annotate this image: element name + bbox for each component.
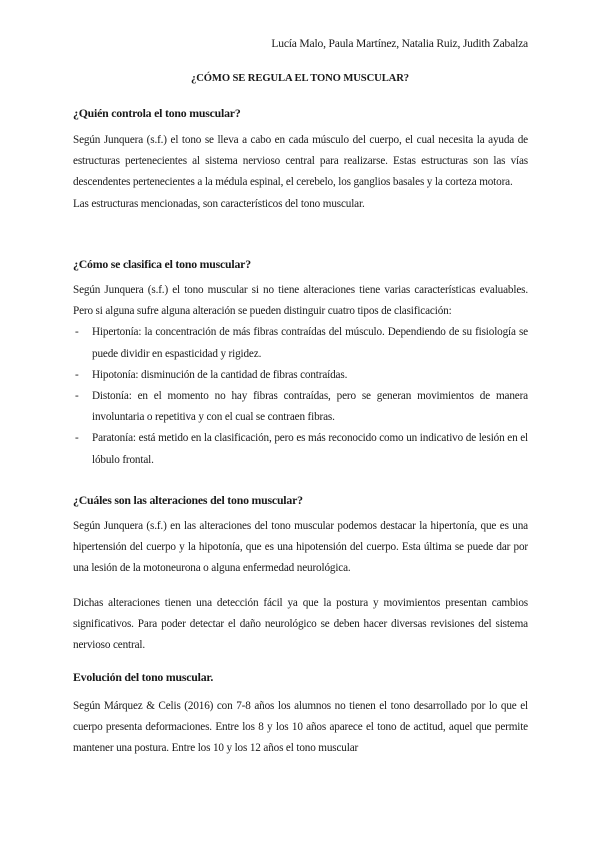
author-header: Lucía Malo, Paula Martínez, Natalia Ruiz, Judith Zabalza bbox=[271, 37, 528, 50]
section-heading: ¿Quién controla el tono muscular? bbox=[73, 106, 241, 120]
paragraph: Según Junquera (s.f.) en las alteraciones del tono muscular podemos destacar la hipertonía, que es una hipertensión del cuerpo y la hipotonía, que es una hipotensión del cuerpo. Esta última se puede dar por una lesión de la motoneurona o alguna enfermedad neurológica. bbox=[73, 520, 528, 575]
paragraph: Según Márquez & Celis (2016) con 7-8 años los alumnos no tienen el tono desarrollado por lo que el cuerpo presenta deformaciones. Entre los 8 y los 10 años aparece el tono de actitud, aquel que permite mantener una postura. Entre los 10 y los 12 años el tono muscular bbox=[73, 700, 528, 755]
list-item-text: Hipotonía: disminución de la cantidad de fibras contraídas. bbox=[92, 368, 348, 381]
list-bullet: - bbox=[75, 326, 79, 339]
paragraph: Las estructuras mencionadas, son característicos del tono muscular. bbox=[73, 197, 365, 210]
list-bullet: - bbox=[75, 368, 79, 381]
section-heading-evolution bbox=[73, 670, 528, 684]
list-item-text: Hipertonía: la concentración de más fibras contraídas del músculo. Dependiendo de su fisiología se puede dividir en espasticidad y rigidez. bbox=[92, 326, 528, 360]
section-heading: ¿Cómo se clasifica el tono muscular? bbox=[73, 257, 251, 271]
list-item bbox=[73, 365, 528, 386]
list-item bbox=[73, 386, 528, 428]
list-item-text: Distonía: en el momento no hay fibras contraídas, pero se generan movimientos de manera involuntaria o repetitiva y con el cual se contraen fibras. bbox=[92, 390, 528, 424]
section-body-alterations-2 bbox=[73, 593, 528, 657]
section-heading: ¿Cuáles son las alteraciones del tono muscular? bbox=[73, 493, 303, 507]
section-heading-classification bbox=[73, 257, 528, 271]
classification-list bbox=[73, 322, 528, 470]
list-item bbox=[73, 322, 528, 364]
section-heading: Evolución del tono muscular. bbox=[73, 670, 214, 684]
list-bullet: - bbox=[75, 432, 79, 445]
section-heading-control bbox=[73, 106, 528, 120]
section-body-classification bbox=[73, 280, 528, 471]
section-body-evolution bbox=[73, 696, 528, 760]
section-body-alterations-1 bbox=[73, 516, 528, 580]
paragraph: Según Junquera (s.f.) el tono muscular si no tiene alteraciones tiene varias características evaluables. Pero si alguna sufre alguna alteración se pueden distinguir cuatro tipos de clasificación: bbox=[73, 284, 528, 318]
section-heading-alterations bbox=[73, 493, 528, 507]
section-body-control bbox=[73, 130, 528, 215]
list-item-text: Paratonía: está metido en la clasificación, pero es más reconocido como un indicativo de lesión en el lóbulo frontal. bbox=[92, 432, 528, 466]
list-bullet: - bbox=[75, 390, 79, 403]
paragraph: Dichas alteraciones tienen una detección fácil ya que la postura y movimientos presentan cambios significativos. Para poder detectar el daño neurológico se deben hacer diversas revisiones del sistema nervioso central. bbox=[73, 597, 528, 652]
paragraph: Según Junquera (s.f.) el tono se lleva a cabo en cada músculo del cuerpo, el cual necesita la ayuda de estructuras pertenecientes al sistema nervioso central para realizarse. Estas estructuras son las vías descendentes pertenecientes a la médula espinal, el cerebelo, los ganglios basales y la corteza motora. bbox=[73, 134, 528, 189]
list-item bbox=[73, 428, 528, 470]
document-title: ¿CÓMO SE REGULA EL TONO MUSCULAR? bbox=[191, 73, 409, 84]
